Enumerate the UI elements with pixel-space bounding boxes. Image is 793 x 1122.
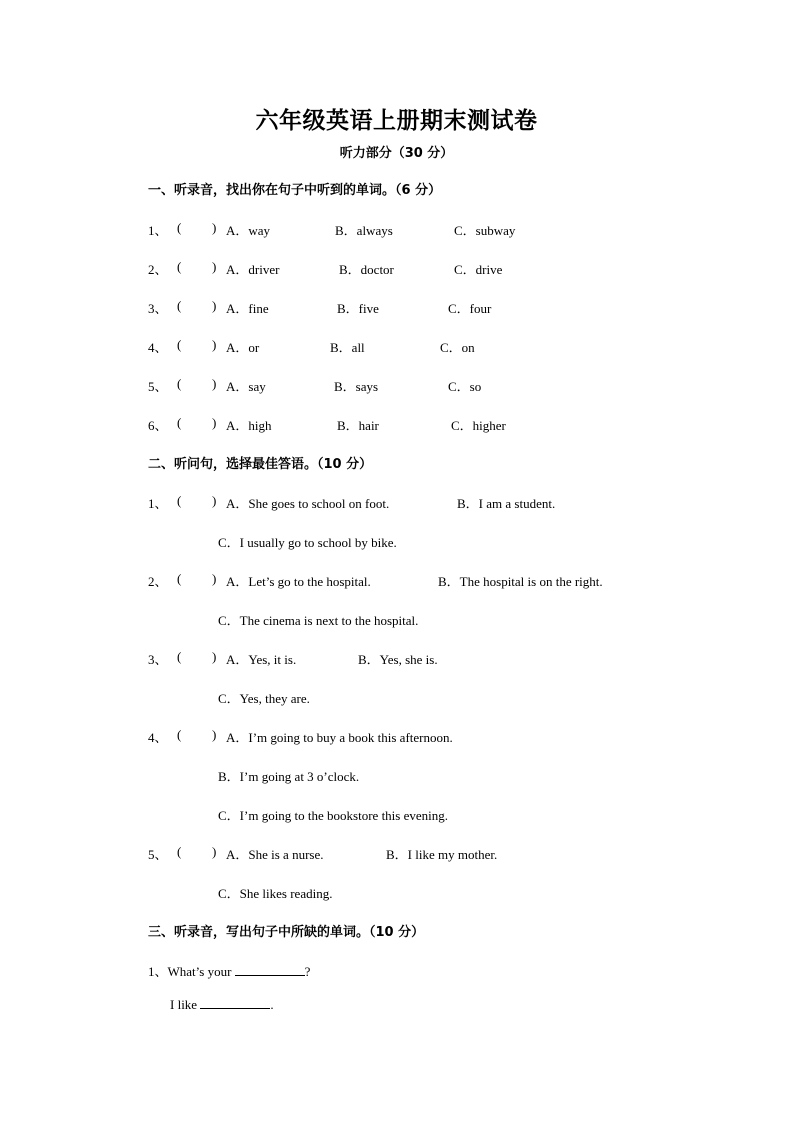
answer-paren[interactable]: ( bbox=[177, 415, 182, 430]
answer-paren-close: ) bbox=[212, 493, 217, 508]
option-b: B．all bbox=[330, 340, 365, 355]
option-c: C．so bbox=[448, 379, 482, 394]
answer-paren-close: ) bbox=[212, 298, 217, 313]
question-number: 2、 bbox=[148, 574, 168, 589]
option-c: C．higher bbox=[451, 418, 506, 433]
answer-paren-close: ) bbox=[212, 649, 217, 664]
answer-paren[interactable]: ( bbox=[177, 259, 182, 274]
question-number: 5、 bbox=[148, 379, 168, 394]
answer-paren[interactable]: ( bbox=[177, 727, 182, 742]
option-b: B．hair bbox=[337, 418, 379, 433]
option-b: B．doctor bbox=[339, 262, 394, 277]
answer-paren[interactable]: ( bbox=[177, 376, 182, 391]
answer-paren-close: ) bbox=[212, 844, 217, 859]
option-c: C．four bbox=[448, 301, 492, 316]
option-b: B．always bbox=[335, 223, 393, 238]
question-number: 4、 bbox=[148, 730, 168, 745]
option-c: C．Yes, they are. bbox=[218, 691, 310, 706]
option-c: C．subway bbox=[454, 223, 516, 238]
prompt-text: What’s your bbox=[167, 964, 232, 979]
question-number: 1、 bbox=[148, 223, 168, 238]
option-b: B．five bbox=[337, 301, 379, 316]
option-a: A．high bbox=[226, 418, 272, 433]
option-a: A．say bbox=[226, 379, 266, 394]
page-title: 六年级英语上册期末测试卷 bbox=[255, 108, 538, 134]
option-c: C．I’m going to the bookstore this evening. bbox=[218, 808, 449, 823]
answer-blank[interactable] bbox=[200, 997, 270, 1009]
answer-paren-close: ) bbox=[212, 259, 217, 274]
page-subtitle: 听力部分（30 分） bbox=[339, 146, 454, 161]
prompt-suffix: ? bbox=[304, 964, 311, 979]
answer-paren-close: ) bbox=[212, 415, 217, 430]
option-a: A．She is a nurse. bbox=[226, 847, 324, 862]
question-line-2 bbox=[170, 997, 274, 1013]
option-c: C．drive bbox=[454, 262, 503, 277]
question-number: 6、 bbox=[148, 418, 168, 433]
question-number: 3、 bbox=[148, 301, 168, 316]
answer-paren[interactable]: ( bbox=[177, 298, 182, 313]
option-a: A．Let’s go to the hospital. bbox=[226, 574, 371, 589]
question-number: 3、 bbox=[148, 652, 168, 667]
option-c: C．She likes reading. bbox=[218, 886, 333, 901]
question-line-1 bbox=[148, 961, 310, 980]
option-a: A．or bbox=[226, 340, 260, 355]
option-c: C．The cinema is next to the hospital. bbox=[218, 613, 419, 628]
option-b: B．I’m going at 3 o’clock. bbox=[218, 769, 360, 784]
answer-paren-close: ) bbox=[212, 727, 217, 742]
question-number: 1、 bbox=[148, 496, 168, 511]
option-b: B．Yes, she is. bbox=[358, 652, 438, 667]
question-number: 1、 bbox=[148, 964, 168, 979]
option-b: B．The hospital is on the right. bbox=[438, 574, 603, 589]
answer-paren-close: ) bbox=[212, 337, 217, 352]
answer-blank[interactable] bbox=[235, 964, 305, 976]
prompt-text: I like bbox=[170, 997, 198, 1012]
option-b: B．says bbox=[334, 379, 379, 394]
answer-paren[interactable]: ( bbox=[177, 571, 182, 586]
option-b: B．I like my mother. bbox=[386, 847, 498, 862]
answer-paren[interactable]: ( bbox=[177, 493, 182, 508]
prompt-suffix: . bbox=[270, 997, 274, 1012]
answer-paren-close: ) bbox=[212, 376, 217, 391]
section-2-heading: 二、听问句，选择最佳答语。（10 分） bbox=[148, 457, 373, 472]
answer-paren[interactable]: ( bbox=[177, 337, 182, 352]
answer-paren[interactable]: ( bbox=[177, 220, 182, 235]
section-1-heading: 一、听录音，找出你在句子中听到的单词。（6 分） bbox=[148, 183, 442, 198]
answer-paren[interactable]: ( bbox=[177, 844, 182, 859]
answer-paren[interactable]: ( bbox=[177, 649, 182, 664]
option-a: A．way bbox=[226, 223, 271, 238]
option-a: A．driver bbox=[226, 262, 280, 277]
question-number: 4、 bbox=[148, 340, 168, 355]
option-a: A．I’m going to buy a book this afternoon. bbox=[226, 730, 453, 745]
option-a: A．She goes to school on foot. bbox=[226, 496, 390, 511]
section-3-heading: 三、听录音，写出句子中所缺的单词。（10 分） bbox=[148, 925, 425, 940]
option-c: C．I usually go to school by bike. bbox=[218, 535, 397, 550]
option-b: B．I am a student. bbox=[457, 496, 556, 511]
option-a: A．Yes, it is. bbox=[226, 652, 297, 667]
option-c: C．on bbox=[440, 340, 475, 355]
question-number: 5、 bbox=[148, 847, 168, 862]
answer-paren-close: ) bbox=[212, 571, 217, 586]
answer-paren-close: ) bbox=[212, 220, 217, 235]
option-a: A．fine bbox=[226, 301, 269, 316]
question-number: 2、 bbox=[148, 262, 168, 277]
